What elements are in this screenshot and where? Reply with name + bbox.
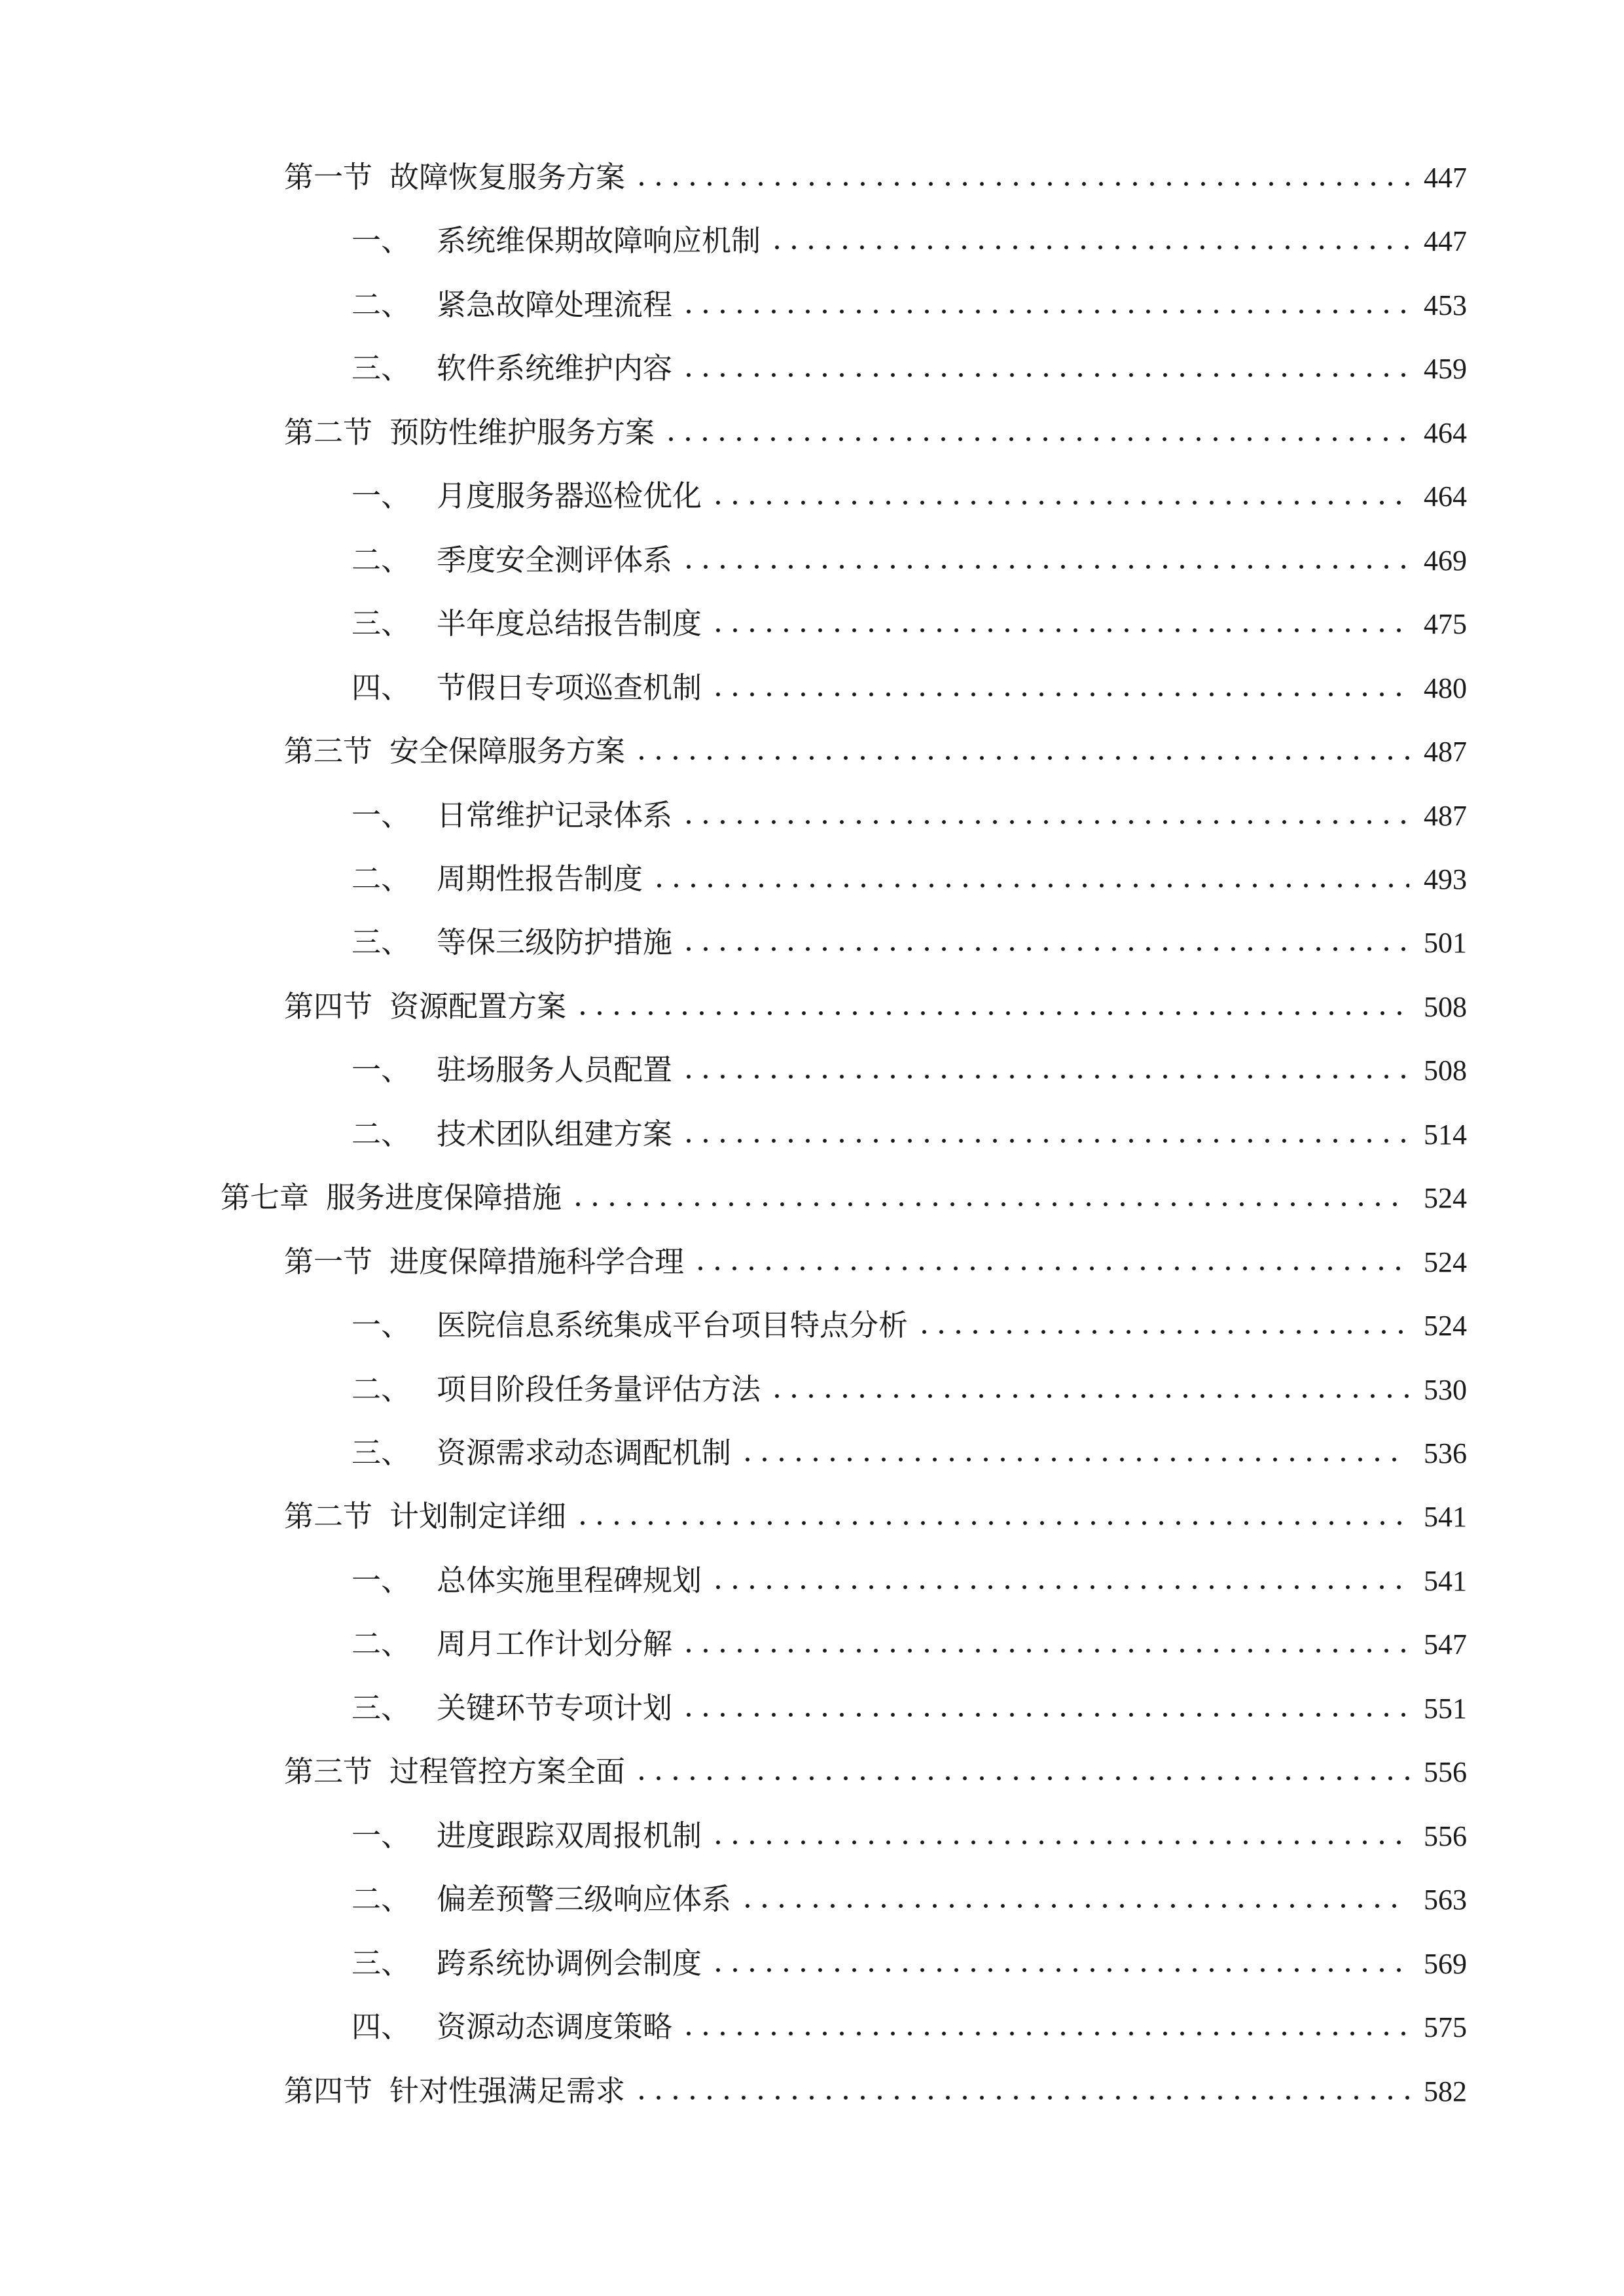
toc-entry[interactable] (352, 1685, 1467, 1731)
toc-entry-title: 月度服务器巡检优化 (437, 478, 702, 513)
toc-entry[interactable] (352, 920, 1467, 965)
dot-leader (662, 437, 1409, 441)
toc-entry-title: 故障恢复服务方案 (389, 160, 626, 194)
toc-entry-title: 医院信息系统集成平台项目特点分析 (437, 1308, 909, 1342)
toc-entry-label: 四、 (352, 670, 411, 705)
toc-entry-page-number: 508 (1424, 1054, 1467, 1086)
toc-entry-label: 四、 (352, 2009, 411, 2044)
toc-entry[interactable] (352, 1047, 1467, 1093)
toc-entry-page-number: 514 (1424, 1119, 1467, 1151)
toc-entry-label: 二、 (352, 543, 411, 577)
toc-entry-label: 第七章 (221, 1180, 310, 1215)
toc-entry[interactable] (352, 2004, 1467, 2050)
toc-entry-title: 周月工作计划分解 (437, 1626, 673, 1661)
toc-entry-page-number: 556 (1424, 1756, 1467, 1788)
dot-leader (680, 2032, 1409, 2036)
toc-entry-page-number: 536 (1424, 1437, 1467, 1469)
toc-entry-page-number: 569 (1424, 1948, 1467, 1980)
toc-entry-page-number: 541 (1424, 1501, 1467, 1533)
toc-entry-page-number: 469 (1424, 545, 1467, 577)
toc-entry-label: 第四节 (284, 2073, 373, 2108)
toc-entry-page-number: 508 (1424, 991, 1467, 1023)
dot-leader (633, 182, 1409, 186)
dot-leader (569, 1202, 1409, 1206)
dot-leader (710, 1585, 1409, 1589)
toc-entry-label: 三、 (352, 1946, 411, 1981)
toc-entry-page-number: 501 (1424, 927, 1467, 959)
toc-entry[interactable] (352, 218, 1467, 264)
dot-leader (680, 373, 1409, 377)
toc-entry-page-number: 547 (1424, 1628, 1467, 1660)
toc-entry-title: 偏差预警三级响应体系 (437, 1882, 732, 1916)
toc-entry-label: 第四节 (284, 989, 373, 1024)
toc-entry-label: 二、 (352, 1626, 411, 1661)
toc-entry-label: 一、 (352, 1818, 411, 1853)
toc-entry[interactable] (284, 984, 1467, 1030)
toc-entry[interactable] (352, 856, 1467, 902)
dot-leader (574, 1011, 1409, 1015)
toc-entry-label: 二、 (352, 1117, 411, 1151)
toc-entry-page-number: 475 (1424, 608, 1467, 640)
dot-leader (680, 310, 1409, 314)
toc-entry-page-number: 459 (1424, 353, 1467, 385)
toc-entry[interactable] (284, 1494, 1467, 1539)
toc-entry[interactable] (352, 282, 1467, 328)
toc-entry-label: 一、 (352, 1308, 411, 1342)
toc-entry-page-number: 493 (1424, 863, 1467, 895)
toc-entry-page-number: 524 (1424, 1310, 1467, 1342)
dot-leader (768, 245, 1409, 249)
dot-leader (680, 1649, 1409, 1653)
toc-entry-page-number: 524 (1424, 1182, 1467, 1214)
toc-entry[interactable] (352, 537, 1467, 583)
toc-entry-label: 三、 (352, 606, 411, 641)
toc-entry-label: 二、 (352, 287, 411, 322)
toc-entry[interactable] (284, 728, 1467, 774)
toc-entry-page-number: 487 (1424, 800, 1467, 832)
dot-leader (680, 1139, 1409, 1143)
dot-leader (633, 2096, 1409, 2100)
toc-entry-title: 关键环节专项计划 (437, 1691, 673, 1725)
toc-entry-label: 一、 (352, 798, 411, 833)
toc-entry-title: 技术团队组建方案 (437, 1117, 673, 1151)
toc-entry[interactable] (352, 665, 1467, 711)
dot-leader (710, 1840, 1409, 1844)
toc-entry-title: 资源需求动态调配机制 (437, 1435, 732, 1470)
toc-entry-title: 总体实施里程碑规划 (437, 1563, 702, 1598)
dot-leader (680, 1075, 1409, 1079)
toc-entry-page-number: 563 (1424, 1884, 1467, 1916)
toc-entry-label: 一、 (352, 1563, 411, 1598)
toc-entry-page-number: 447 (1424, 225, 1467, 257)
dot-leader (680, 565, 1409, 569)
toc-entry-title: 系统维保期故障响应机制 (437, 223, 761, 258)
toc-entry[interactable] (284, 2068, 1467, 2114)
toc-entry-label: 三、 (352, 351, 411, 386)
toc-entry-page-number: 575 (1424, 2011, 1467, 2043)
dot-leader (710, 692, 1409, 696)
toc-entry[interactable] (352, 1621, 1467, 1667)
toc-entry[interactable] (352, 346, 1467, 391)
toc-entry-label: 二、 (352, 861, 411, 896)
toc-entry-title: 资源动态调度策略 (437, 2009, 673, 2044)
toc-entry-title: 日常维护记录体系 (437, 798, 673, 833)
toc-entry-title: 驻场服务人员配置 (437, 1052, 673, 1087)
toc-entry-label: 第二节 (284, 1499, 373, 1534)
toc-entry[interactable] (352, 473, 1467, 519)
toc-entry-label: 二、 (352, 1372, 411, 1407)
dot-leader (692, 1266, 1409, 1270)
dot-leader (710, 628, 1409, 632)
toc-entry-page-number: 464 (1424, 417, 1467, 449)
toc-entry-title: 资源配置方案 (389, 989, 567, 1024)
toc-entry-label: 一、 (352, 478, 411, 513)
toc-entry[interactable] (352, 1302, 1467, 1348)
dot-leader (739, 1458, 1409, 1462)
toc-entry-label: 第三节 (284, 1754, 373, 1789)
toc-entry-page-number: 551 (1424, 1693, 1467, 1725)
toc-entry[interactable] (352, 601, 1467, 647)
toc-entry-label: 二、 (352, 1882, 411, 1916)
toc-entry-title: 紧急故障处理流程 (437, 287, 673, 322)
toc-entry-page-number: 541 (1424, 1565, 1467, 1597)
toc-entry-page-number: 582 (1424, 2075, 1467, 2108)
dot-leader (680, 1713, 1409, 1717)
toc-entry-title: 预防性维护服务方案 (389, 415, 655, 450)
dot-leader (710, 501, 1409, 505)
toc-entry-label: 第一节 (284, 160, 373, 194)
toc-entry-title: 项目阶段任务量评估方法 (437, 1372, 761, 1407)
toc-entry-title: 软件系统维护内容 (437, 351, 673, 386)
toc-entry-label: 三、 (352, 1691, 411, 1725)
dot-leader (768, 1394, 1409, 1398)
toc-entry-title: 进度保障措施科学合理 (389, 1244, 685, 1279)
toc-entry-label: 一、 (352, 223, 411, 258)
toc-entry-title: 节假日专项巡查机制 (437, 670, 702, 705)
toc-entry[interactable] (352, 1111, 1467, 1157)
toc-entry-title: 周期性报告制度 (437, 861, 643, 896)
toc-entry[interactable] (284, 1749, 1467, 1795)
dot-leader (680, 820, 1409, 824)
dot-leader (651, 884, 1409, 888)
dot-leader (633, 756, 1409, 760)
dot-leader (739, 1904, 1409, 1908)
toc-entry[interactable] (352, 1430, 1467, 1476)
toc-entry-title: 安全保障服务方案 (389, 734, 626, 768)
toc-entry-page-number: 464 (1424, 480, 1467, 512)
toc-entry-title: 计划制定详细 (389, 1499, 567, 1534)
toc-entry[interactable] (352, 1941, 1467, 1986)
dot-leader (574, 1521, 1409, 1525)
toc-entry[interactable] (352, 1876, 1467, 1922)
toc-entry-label: 一、 (352, 1052, 411, 1087)
toc-entry-page-number: 480 (1424, 672, 1467, 704)
toc-entry-page-number: 487 (1424, 736, 1467, 768)
toc-entry[interactable] (221, 1175, 1467, 1221)
toc-entry-title: 服务进度保障措施 (326, 1180, 562, 1215)
dot-leader (710, 1968, 1409, 1972)
dot-leader (916, 1330, 1409, 1334)
toc-entry-page-number: 556 (1424, 1820, 1467, 1852)
dot-leader (680, 947, 1409, 951)
toc-entry-title: 等保三级防护措施 (437, 925, 673, 960)
toc-entry[interactable] (284, 1239, 1467, 1285)
toc-entry[interactable] (352, 1558, 1467, 1604)
toc-entry[interactable] (284, 154, 1467, 200)
toc-entry-label: 三、 (352, 925, 411, 960)
toc-entry[interactable] (352, 793, 1467, 838)
toc-entry-title: 进度跟踪双周报机制 (437, 1818, 702, 1853)
dot-leader (633, 1776, 1409, 1780)
toc-entry-label: 第一节 (284, 1244, 373, 1279)
toc-entry-title: 半年度总结报告制度 (437, 606, 702, 641)
toc-entry-title: 季度安全测评体系 (437, 543, 673, 577)
toc-entry[interactable] (284, 410, 1467, 456)
toc-entry-title: 针对性强满足需求 (389, 2073, 626, 2108)
toc-entry-label: 第二节 (284, 415, 373, 450)
toc-entry[interactable] (352, 1367, 1467, 1412)
toc-entry-page-number: 530 (1424, 1374, 1467, 1406)
toc-entry-page-number: 524 (1424, 1246, 1467, 1278)
toc-entry-page-number: 453 (1424, 289, 1467, 321)
toc-entry-label: 三、 (352, 1435, 411, 1470)
toc-entry-title: 过程管控方案全面 (389, 1754, 626, 1789)
toc-entry-title: 跨系统协调例会制度 (437, 1946, 702, 1981)
toc-entry[interactable] (352, 1813, 1467, 1859)
toc-entry-label: 第三节 (284, 734, 373, 768)
toc-entry-page-number: 447 (1424, 162, 1467, 194)
